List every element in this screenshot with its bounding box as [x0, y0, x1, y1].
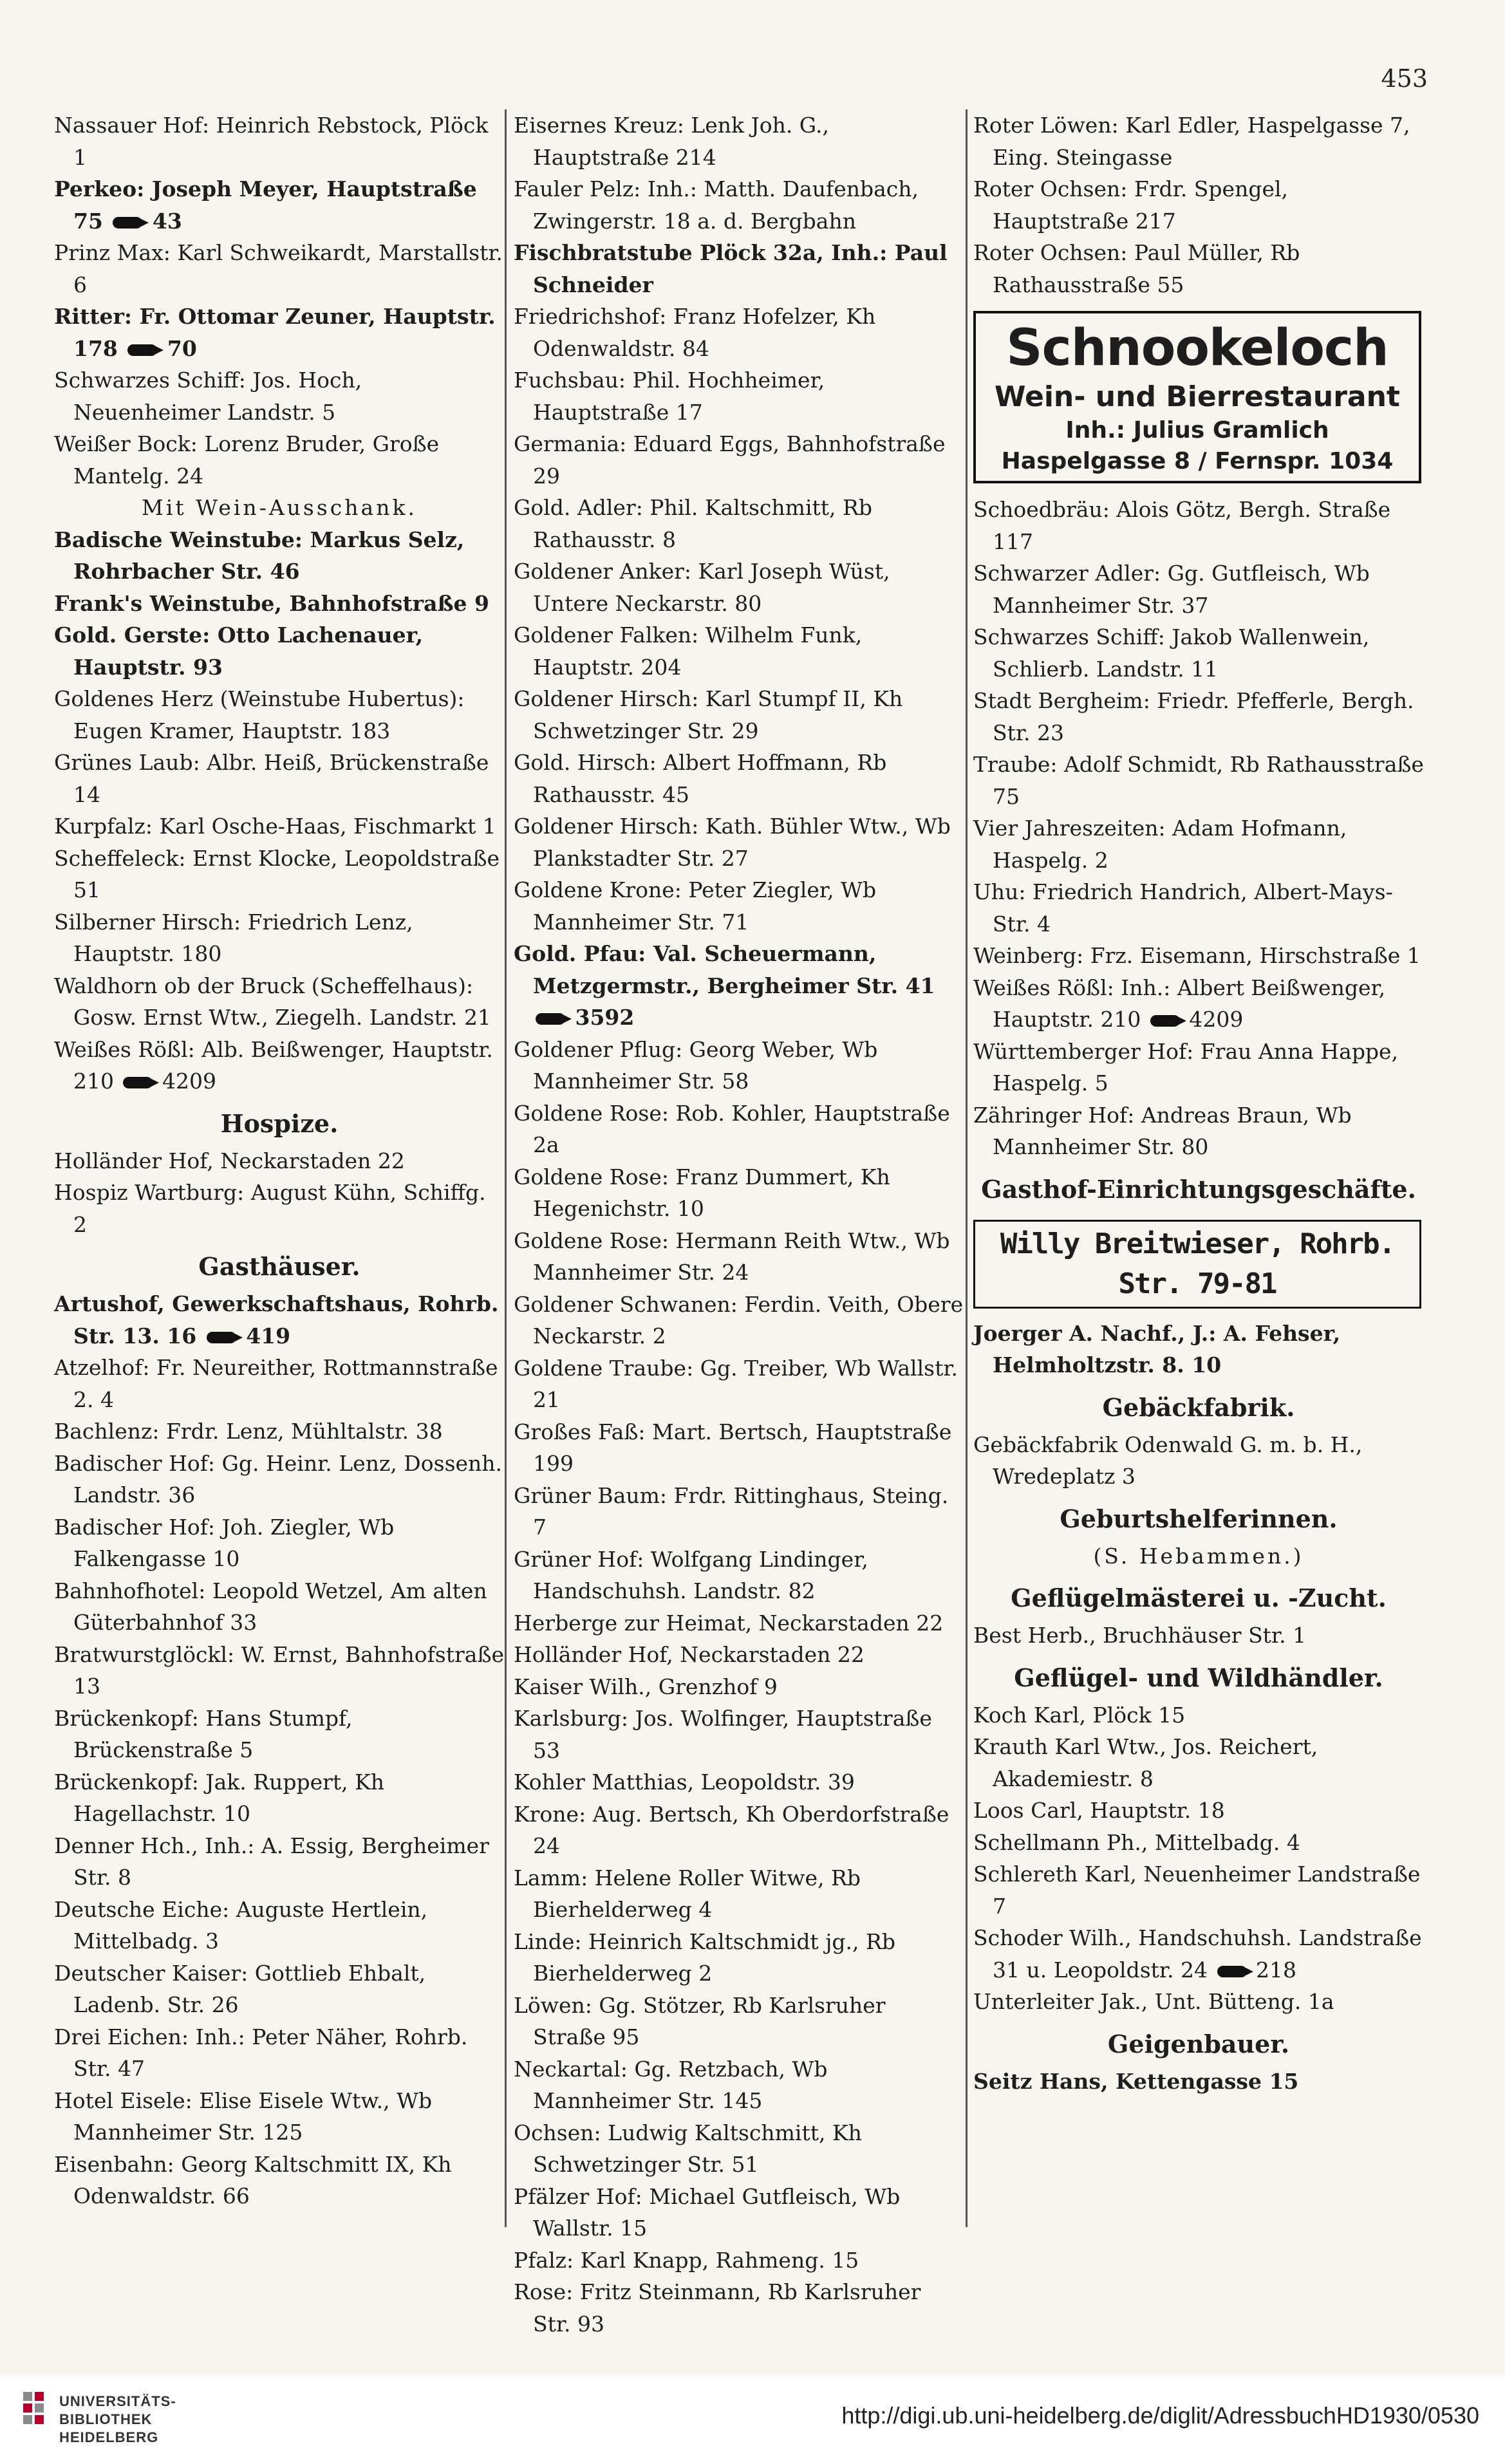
directory-section: [973, 109, 1424, 301]
directory-entry: [54, 1034, 505, 1097]
directory-entry: [514, 1671, 964, 1703]
phone-number: 43: [145, 208, 182, 234]
directory-entry: [54, 109, 505, 173]
directory-entry: [514, 1544, 964, 1607]
entry-text: Brückenkopf: Hans Stumpf, Brückenstraße 5: [54, 1705, 353, 1762]
entry-text: Weinberg: Frz. Eisemann, Hirschstraße 1: [973, 943, 1421, 968]
entry-text: Schlereth Karl, Neuenheimer Landstraße 7: [973, 1862, 1421, 1919]
entry-text: Weißes Rößl: Inh.: Albert Beißwenger, Hauptstr. 210: [973, 975, 1386, 1032]
entry-text: Friedrichshof: Franz Hofelzer, Kh Odenwaldstr. 84: [514, 304, 876, 361]
entry-text: Traube: Adolf Schmidt, Rb Rathausstraße 75: [973, 752, 1424, 809]
entry-text: Ochsen: Ludwig Kaltschmitt, Kh Schwetzinger Str. 51: [514, 2120, 862, 2177]
entry-text: Loos Carl, Hauptstr. 18: [973, 1798, 1225, 1823]
section-heading: Gasthäuser.: [198, 1252, 360, 1281]
entry-text: Best Herb., Bruchhäuser Str. 1: [973, 1623, 1307, 1648]
directory-entry: [514, 874, 964, 938]
entry-text: Drei Eichen: Inh.: Peter Näher, Rohrb. Str. 47: [54, 2024, 468, 2081]
phone-number: 3592: [568, 1005, 635, 1030]
entry-text: Brückenkopf: Jak. Ruppert, Kh Hagellachstr. 10: [54, 1769, 385, 1826]
entry-text: Löwen: Gg. Stötzer, Rb Karlsruher Straße 95: [514, 1992, 886, 2049]
library-name-line: UNIVERSITÄTS-: [59, 2393, 176, 2409]
directory-entry: [514, 2181, 964, 2245]
directory-entry: [514, 938, 964, 1034]
directory-entry: [973, 1619, 1424, 1652]
entry-text: Grünes Laub: Albr. Heiß, Brückenstraße 14: [54, 750, 489, 807]
directory-entry: [514, 1798, 964, 1862]
entry-text: Koch Karl, Plöck 15: [973, 1702, 1186, 1728]
entry-text: Schellmann Ph., Mittelbadg. 4: [973, 1829, 1300, 1855]
entry-text: Ritter: Fr. Ottomar Zeuner, Hauptstr. 178: [54, 304, 496, 361]
university-library-logo-icon: [23, 2392, 54, 2443]
directory-entry: [973, 1795, 1424, 1827]
directory-entry: [973, 1858, 1424, 1922]
directory-section: [973, 1318, 1424, 2098]
telephone-icon: [113, 217, 142, 229]
directory-entry: [973, 972, 1424, 1036]
section-note: (S. Hebammen.): [1093, 1543, 1304, 1569]
entry-text: Großes Faß: Mart. Bertsch, Hauptstraße 199: [514, 1419, 952, 1476]
directory-entry: [973, 494, 1424, 557]
directory-entry: [514, 1480, 964, 1544]
breitwieser-advertisement: Willy Breitwieser, Rohrb. Str. 79-81: [973, 1220, 1421, 1309]
entry-text: Rose: Fritz Steinmann, Rb Karlsruher Str. 93: [514, 2279, 921, 2337]
entry-text: Silberner Hirsch: Friedrich Lenz, Hauptstr. 180: [54, 909, 413, 966]
entry-text: Deutsche Eiche: Auguste Hertlein, Mittelbadg. 3: [54, 1896, 428, 1954]
directory-entry: [54, 1177, 505, 1240]
directory-entry: [514, 2245, 964, 2277]
directory-entry: [514, 619, 964, 683]
entry-text: Kohler Matthias, Leopoldstr. 39: [514, 1769, 855, 1795]
entry-text: Goldene Traube: Gg. Treiber, Wb Wallstr. 21: [514, 1355, 958, 1412]
entry-text: Deutscher Kaiser: Gottlieb Ehbalt, Ladenb. Str. 26: [54, 1960, 426, 2017]
directory-entry: [514, 1607, 964, 1639]
directory-entry: [54, 1288, 505, 1352]
directory-entry: [514, 492, 964, 555]
directory-entry: [514, 1862, 964, 1926]
telephone-icon: [536, 1013, 565, 1025]
schnookeloch-advertisement: [973, 311, 1421, 483]
entry-text: Grüner Baum: Frdr. Rittinghaus, Steing. 7: [514, 1482, 949, 1540]
directory-entry: [54, 1957, 505, 2021]
directory-entry: [973, 1099, 1424, 1163]
directory-entry: [514, 1703, 964, 1766]
entry-text: Badischer Hof: Joh. Ziegler, Wb Falkengasse 10: [54, 1514, 395, 1571]
directory-entry: [514, 1416, 964, 1480]
directory-entry: [973, 1699, 1424, 1731]
entry-text: Atzelhof: Fr. Neureither, Rottmannstraße 2. 4: [54, 1355, 498, 1412]
entry-text: Goldener Pflug: Georg Weber, Wb Mannheimer Str. 58: [514, 1036, 878, 1094]
directory-entry: [54, 1575, 505, 1639]
directory-entry: [514, 2276, 964, 2340]
directory-entry: [973, 1036, 1424, 1099]
telephone-icon: [1217, 1966, 1247, 1977]
directory-entry: [973, 1731, 1424, 1795]
entry-text: Unterleiter Jak., Unt. Bütteng. 1a: [973, 1989, 1334, 2014]
directory-entry: [514, 683, 964, 747]
directory-entry: [54, 524, 505, 588]
entry-text: Nassauer Hof: Heinrich Rebstock, Plöck 1: [54, 113, 489, 170]
directory-entry: [514, 1225, 964, 1289]
directory-entry: [54, 1639, 505, 1703]
entry-text: Zähringer Hof: Andreas Braun, Wb Mannheimer Str. 80: [973, 1102, 1352, 1159]
directory-entry: [514, 1639, 964, 1671]
directory-entry: [514, 364, 964, 428]
section-heading: Gebäckfabrik.: [1102, 1392, 1295, 1422]
directory-entry: [54, 843, 505, 906]
directory-entry: [514, 301, 964, 364]
entry-text: Bratwurstglöckl: W. Ernst, Bahnhofstraße 13: [54, 1641, 505, 1699]
ad-title: Schnookeloch: [1006, 319, 1388, 377]
entry-text: Fuchsbau: Phil. Hochheimer, Hauptstraße 17: [514, 368, 825, 425]
directory-entry: [514, 1161, 964, 1225]
entry-text: Karlsburg: Jos. Wolfinger, Hauptstraße 53: [514, 1706, 932, 1763]
directory-entry: [54, 1894, 505, 1957]
directory-entry: [973, 876, 1424, 940]
entry-text: Frank's Weinstube, Bahnhofstraße 9: [54, 590, 489, 616]
directory-entry: [54, 364, 505, 428]
directory-entry: [514, 1289, 964, 1352]
directory-entry: [54, 1448, 505, 1511]
phone-number: 70: [160, 335, 197, 361]
directory-entry: [54, 2021, 505, 2085]
entry-text: Pfalz: Karl Knapp, Rahmeng. 15: [514, 2247, 859, 2273]
telephone-icon: [207, 1332, 236, 1343]
phone-number: 419: [238, 1323, 291, 1349]
entry-text: Uhu: Friedrich Handrich, Albert-Mays-Str. 4: [973, 879, 1393, 937]
entry-text: Hotel Eisele: Elise Eisele Wtw., Wb Mannheimer Str. 125: [54, 2087, 433, 2145]
entry-text: Goldene Rose: Rob. Kohler, Hauptstraße 2a: [514, 1100, 950, 1157]
entry-text: Krauth Karl Wtw., Jos. Reichert, Akademiestr. 8: [973, 1734, 1318, 1791]
directory-entry: [514, 428, 964, 492]
entry-text: Badischer Hof: Gg. Heinr. Lenz, Dossenh. Landstr. 36: [54, 1450, 503, 1507]
directory-entry: [973, 621, 1424, 685]
directory-entry: [973, 1827, 1424, 1859]
directory-entry: [973, 173, 1424, 237]
entry-text: Gebäckfabrik Odenwald G. m. b. H., Wredeplatz 3: [973, 1432, 1363, 1489]
directory-entry: [973, 1922, 1424, 1986]
directory-entry: [973, 812, 1424, 876]
directory-entry: [54, 301, 505, 364]
entry-text: Württemberger Hof: Frau Anna Happe, Haspelg. 5: [973, 1038, 1399, 1096]
entry-text: Holländer Hof, Neckarstaden 22: [54, 1148, 405, 1173]
directory-entry: [514, 2117, 964, 2181]
entry-text: Goldener Falken: Wilhelm Funk, Hauptstr. 204: [514, 622, 863, 680]
directory-entry: [54, 237, 505, 301]
entry-text: Neckartal: Gg. Retzbach, Wb Mannheimer Str. 145: [514, 2056, 828, 2113]
directory-entry: [54, 2085, 505, 2149]
entry-text: Goldener Hirsch: Kath. Bühler Wtw., Wb Plankstadter Str. 27: [514, 814, 951, 871]
column-divider: [966, 109, 968, 2227]
entry-text: Linde: Heinrich Kaltschmidt jg., Rb Bierhelderweg 2: [514, 1928, 895, 1986]
directory-entry: [54, 1766, 505, 1830]
telephone-icon: [127, 344, 157, 356]
entry-text: Stadt Bergheim: Friedr. Pfefferle, Bergh. Str. 23: [973, 688, 1414, 745]
directory-entry: [973, 685, 1424, 749]
directory-column-2: [514, 109, 964, 2340]
directory-entry: [514, 237, 964, 301]
directory-entry: [514, 1990, 964, 2053]
directory-entry: [973, 237, 1424, 301]
entry-text: Bahnhofhotel: Leopold Wetzel, Am alten Güterbahnhof 33: [54, 1578, 487, 1635]
column-divider: [505, 109, 507, 2227]
entry-text: Seitz Hans, Kettengasse 15: [973, 2068, 1299, 2094]
directory-entry: [514, 555, 964, 619]
entry-text: Schwarzes Schiff: Jos. Hoch, Neuenheimer Landstr. 5: [54, 368, 362, 425]
directory-entry: [54, 1145, 505, 1177]
entry-text: Grüner Hof: Wolfgang Lindinger, Handschuhsh. Landstr. 82: [514, 1546, 868, 1603]
telephone-icon: [123, 1077, 153, 1088]
entry-text: Badische Weinstube: Markus Selz, Rohrbacher Str. 46: [54, 527, 465, 584]
directory-entry: [54, 1511, 505, 1575]
entry-text: Vier Jahreszeiten: Adam Hofmann, Haspelg. 2: [973, 816, 1347, 873]
entry-text: Goldene Rose: Franz Dummert, Kh Hegenichstr. 10: [514, 1164, 890, 1221]
ad-owner: Inh.: Julius Gramlich: [1065, 417, 1329, 443]
entry-text: Fauler Pelz: Inh.: Matth. Daufenbach, Zwingerstr. 18 a. d. Bergbahn: [514, 176, 919, 234]
entry-text: Pfälzer Hof: Michael Gutfleisch, Wb Wallstr. 15: [514, 2183, 901, 2241]
directory-entry: [514, 1097, 964, 1161]
directory-entry: [973, 1318, 1424, 1381]
source-url-link[interactable]: http://digi.ub.uni-heidelberg.de/diglit/AdressbuchHD1930/0530: [841, 2402, 1479, 2429]
entry-text: Roter Ochsen: Paul Müller, Rb Rathausstraße 55: [973, 240, 1300, 297]
library-name-line: BIBLIOTHEK: [59, 2411, 153, 2427]
entry-text: Herberge zur Heimat, Neckarstaden 22: [514, 1610, 944, 1636]
directory-entry: [514, 1926, 964, 1990]
entry-text: Prinz Max: Karl Schweikardt, Marstallstr. 6: [54, 240, 503, 297]
entry-text: Fischbratstube Plöck 32a, Inh.: Paul Schneider: [514, 240, 948, 297]
directory-entry: [54, 428, 505, 492]
entry-text: Eisernes Kreuz: Lenk Joh. G., Hauptstraße 214: [514, 113, 829, 170]
directory-entry: [54, 588, 505, 620]
entry-text: Weißes Rößl: Alb. Beißwenger, Hauptstr. 210: [54, 1036, 493, 1094]
section-note: Mit Wein-Ausschank.: [142, 495, 417, 520]
ad-subtitle: Wein- und Bierrestaurant: [995, 380, 1400, 413]
directory-entry: [54, 747, 505, 810]
entry-text: Denner Hch., Inh.: A. Essig, Bergheimer Str. 8: [54, 1833, 489, 1890]
entry-text: Gold. Adler: Phil. Kaltschmitt, Rb Rathausstr. 8: [514, 495, 872, 552]
entry-text: Perkeo: Joseph Meyer, Hauptstraße 75: [54, 176, 477, 234]
directory-entry: [514, 109, 964, 173]
entry-text: Goldene Rose: Hermann Reith Wtw., Wb Mannheimer Str. 24: [514, 1227, 950, 1285]
entry-text: Kaiser Wilh., Grenzhof 9: [514, 1674, 778, 1699]
directory-entry: [514, 173, 964, 237]
phone-number: 4209: [1182, 1007, 1244, 1032]
entry-text: Goldener Hirsch: Karl Stumpf II, Kh Schwetzinger Str. 29: [514, 686, 903, 743]
directory-entry: [973, 557, 1424, 621]
entry-text: Joerger A. Nachf., J.: A. Fehser, Helmholtzstr. 8. 10: [973, 1320, 1341, 1377]
entry-text: Eisenbahn: Georg Kaltschmitt IX, Kh Odenwaldstr. 66: [54, 2151, 452, 2208]
telephone-icon: [1150, 1015, 1180, 1027]
directory-entry: [54, 906, 505, 970]
ad-address: Haspelgasse 8 / Fernspr. 1034: [1001, 448, 1394, 474]
entry-text: Gold. Hirsch: Albert Hoffmann, Rb Rathausstr. 45: [514, 750, 887, 807]
entry-text: Holländer Hof, Neckarstaden 22: [514, 1642, 865, 1667]
directory-entry: [54, 810, 505, 843]
phone-number: 4209: [155, 1069, 216, 1094]
entry-text: Kurpfalz: Karl Osche-Haas, Fischmarkt 1: [54, 814, 496, 839]
entry-text: Lamm: Helene Roller Witwe, Rb Bierhelderweg 4: [514, 1865, 861, 1922]
entry-text: Roter Ochsen: Frdr. Spengel, Hauptstraße 217: [973, 176, 1289, 234]
directory-entry: [54, 1830, 505, 1894]
directory-entry: [514, 747, 964, 810]
directory-entry: [54, 1703, 505, 1766]
entry-text: Scheffeleck: Ernst Klocke, Leopoldstraße 51: [54, 845, 500, 902]
entry-text: Krone: Aug. Bertsch, Kh Oberdorfstraße 24: [514, 1801, 949, 1858]
directory-entry: [514, 1352, 964, 1416]
entry-text: Goldenes Herz (Weinstube Hubertus): Eugen Kramer, Hauptstr. 183: [54, 686, 465, 743]
entry-text: Gold. Gerste: Otto Lachenauer, Hauptstr. 93: [54, 622, 424, 680]
directory-entry: [973, 940, 1424, 972]
directory-entry: [54, 1415, 505, 1448]
directory-column-1: [54, 109, 505, 2212]
entry-text: Bachlenz: Frdr. Lenz, Mühltalstr. 38: [54, 1419, 443, 1444]
directory-entry: [973, 749, 1424, 812]
directory-entry: [54, 970, 505, 1034]
section-heading: Geigenbauer.: [1107, 2029, 1290, 2058]
directory-entry: [973, 109, 1424, 173]
entry-text: Roter Löwen: Karl Edler, Haspelgasse 7, Eing. Steingasse: [973, 113, 1410, 170]
entry-text: Schwarzes Schiff: Jakob Wallenwein, Schlierb. Landstr. 11: [973, 624, 1370, 682]
directory-entry: [514, 1766, 964, 1798]
directory-entry: [54, 619, 505, 683]
entry-text: Goldener Schwanen: Ferdin. Veith, Obere Neckarstr. 2: [514, 1291, 964, 1349]
section-heading: Geflügel- und Wildhändler.: [1014, 1663, 1383, 1692]
entry-text: Gold. Pfau: Val. Scheuermann, Metzgermstr., Bergheimer Str. 41: [514, 941, 935, 998]
section-heading: Geflügelmästerei u. -Zucht.: [1011, 1583, 1387, 1612]
section-heading: Gasthof-Einrichtungsgeschäfte.: [981, 1174, 1416, 1204]
section-heading: Hospize.: [220, 1108, 339, 1138]
entry-text: Schwarzer Adler: Gg. Gutfleisch, Wb Mannheimer Str. 37: [973, 561, 1370, 618]
entry-text: Schoedbräu: Alois Götz, Bergh. Straße 117: [973, 497, 1391, 554]
entry-text: Waldhorn ob der Bruck (Scheffelhaus): Gosw. Ernst Wtw., Ziegelh. Landstr. 21: [54, 973, 491, 1030]
entry-text: Artushof, Gewerkschaftshaus, Rohrb. Str. 13. 16: [54, 1291, 499, 1349]
directory-entry: [54, 2149, 505, 2212]
directory-entry: [973, 2066, 1424, 2098]
page-number: 453: [1381, 64, 1428, 93]
directory-entry: [973, 1429, 1424, 1493]
directory-entry: [54, 1352, 505, 1415]
entry-text: Goldene Krone: Peter Ziegler, Wb Mannheimer Str. 71: [514, 877, 877, 935]
directory-entry: [54, 683, 505, 747]
directory-entry: [514, 2053, 964, 2117]
phone-number: 218: [1249, 1957, 1296, 1983]
directory-entry: [973, 1986, 1424, 2018]
directory-column-3: [973, 109, 1424, 2097]
entry-text: Germania: Eduard Eggs, Bahnhofstraße 29: [514, 431, 946, 489]
library-name-line: HEIDELBERG: [59, 2429, 159, 2445]
entry-text: Schoder Wilh., Handschuhsh. Landstraße 31 u. Leopoldstr. 24: [973, 1925, 1422, 1983]
directory-entry: [514, 1034, 964, 1097]
directory-section: [973, 494, 1424, 1211]
section-heading: Geburtshelferinnen.: [1060, 1504, 1338, 1533]
directory-entry: [514, 810, 964, 874]
entry-text: Goldener Anker: Karl Joseph Wüst, Untere Neckarstr. 80: [514, 559, 890, 616]
directory-entry: [54, 173, 505, 237]
entry-text: Weißer Bock: Lorenz Bruder, Große Mantelg. 24: [54, 431, 440, 489]
entry-text: Hospiz Wartburg: August Kühn, Schiffg. 2: [54, 1180, 486, 1237]
